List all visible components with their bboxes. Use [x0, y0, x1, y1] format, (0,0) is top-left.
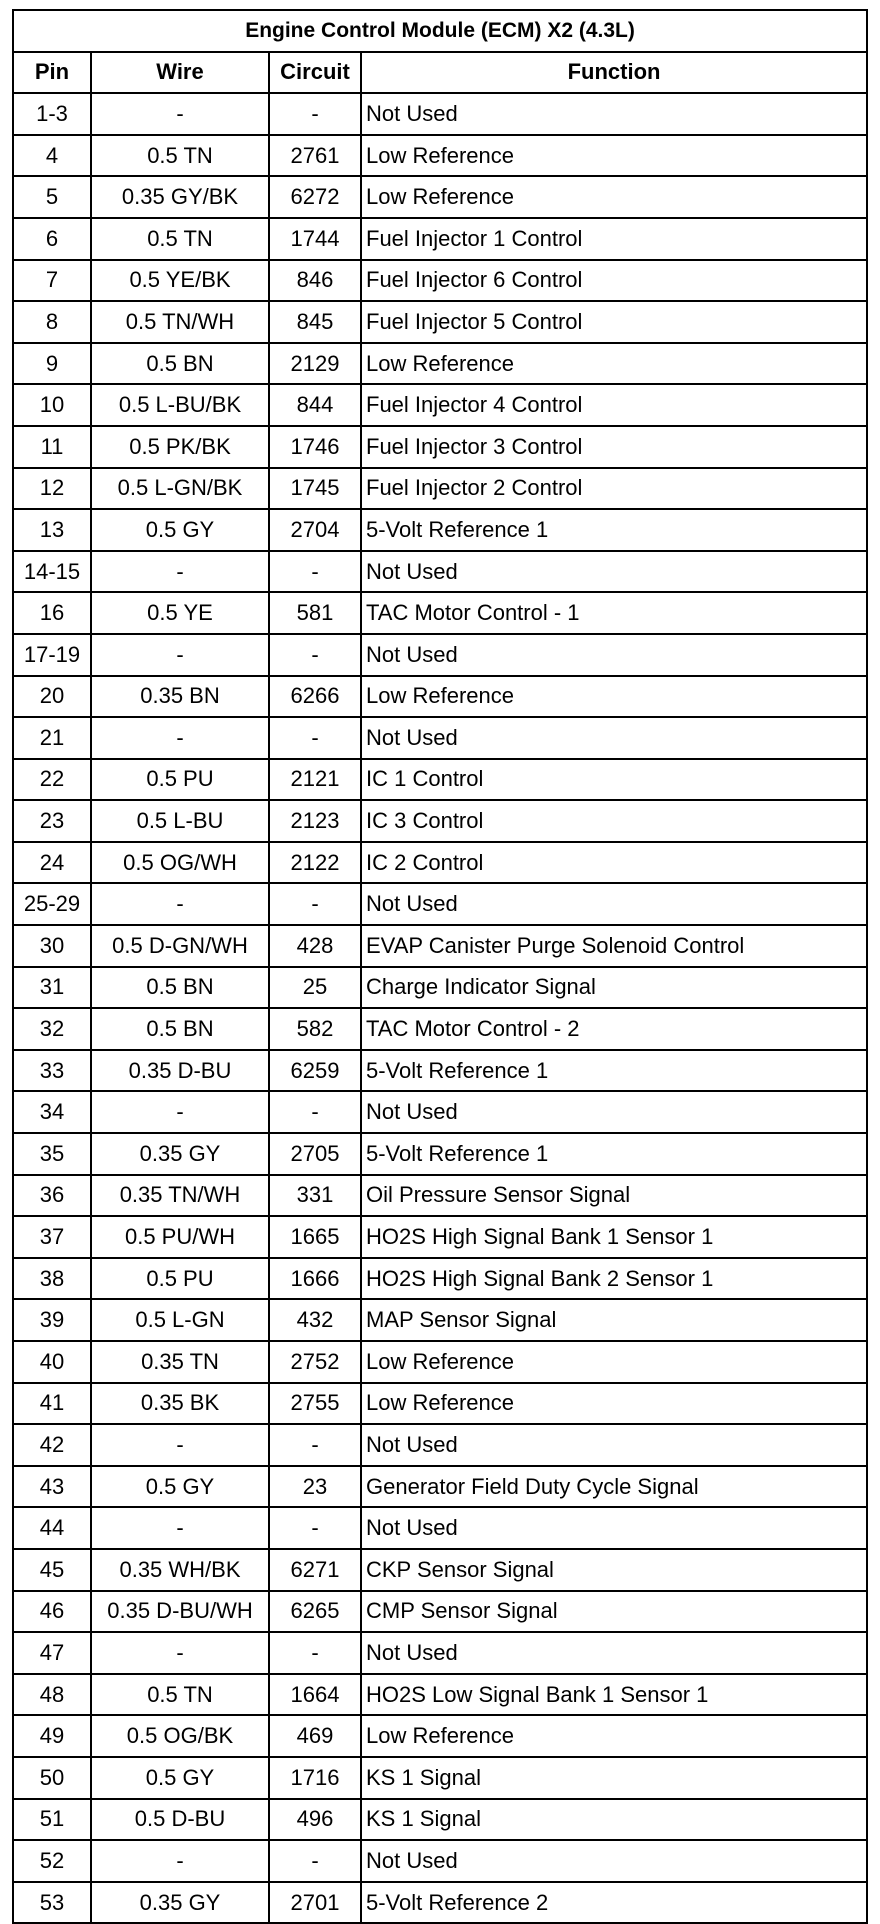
connector-table-wrapper [12, 9, 868, 1924]
table-row [13, 1632, 867, 1674]
circuit-cell: - [269, 1507, 361, 1549]
function-cell: HO2S High Signal Bank 1 Sensor 1 [361, 1216, 867, 1258]
circuit-cell: 1744 [269, 218, 361, 260]
pin-cell: 4 [13, 135, 91, 177]
table-row [13, 883, 867, 925]
function-cell: Oil Pressure Sensor Signal [361, 1175, 867, 1217]
header-circuit: Circuit [269, 52, 361, 94]
pin-cell: 53 [13, 1882, 91, 1924]
table-row [13, 1715, 867, 1757]
function-cell: TAC Motor Control - 2 [361, 1008, 867, 1050]
wire-cell: 0.5 PU/WH [91, 1216, 269, 1258]
circuit-cell: 582 [269, 1008, 361, 1050]
circuit-cell: 2755 [269, 1383, 361, 1425]
wire-cell: 0.5 TN [91, 1674, 269, 1716]
circuit-cell: 331 [269, 1175, 361, 1217]
function-cell: IC 3 Control [361, 800, 867, 842]
pin-cell: 17-19 [13, 634, 91, 676]
circuit-cell: 581 [269, 592, 361, 634]
wire-cell: 0.5 D-GN/WH [91, 925, 269, 967]
pin-cell: 31 [13, 967, 91, 1009]
circuit-cell: 2121 [269, 759, 361, 801]
function-cell: KS 1 Signal [361, 1799, 867, 1841]
pin-cell: 52 [13, 1840, 91, 1882]
circuit-cell: 496 [269, 1799, 361, 1841]
table-row [13, 135, 867, 177]
table-row [13, 1882, 867, 1924]
table-row [13, 925, 867, 967]
table-row [13, 384, 867, 426]
table-title: Engine Control Module (ECM) X2 (4.3L) [13, 10, 867, 52]
pin-cell: 39 [13, 1299, 91, 1341]
table-header-row [13, 52, 867, 94]
table-row [13, 1674, 867, 1716]
table-row [13, 759, 867, 801]
table-row [13, 842, 867, 884]
table-title-row [13, 10, 867, 52]
pin-cell: 49 [13, 1715, 91, 1757]
table-row [13, 592, 867, 634]
pin-cell: 38 [13, 1258, 91, 1300]
table-row [13, 218, 867, 260]
pin-cell: 5 [13, 176, 91, 218]
circuit-cell: 25 [269, 967, 361, 1009]
pin-cell: 51 [13, 1799, 91, 1841]
wire-cell: 0.5 YE [91, 592, 269, 634]
connector-pinout-table [12, 9, 868, 1924]
pin-cell: 46 [13, 1591, 91, 1633]
pin-cell: 43 [13, 1466, 91, 1508]
wire-cell: 0.35 TN [91, 1341, 269, 1383]
wire-cell: - [91, 1091, 269, 1133]
circuit-cell: - [269, 93, 361, 135]
table-row [13, 93, 867, 135]
function-cell: Low Reference [361, 1383, 867, 1425]
circuit-cell: 845 [269, 301, 361, 343]
pin-cell: 30 [13, 925, 91, 967]
wire-cell: 0.35 WH/BK [91, 1549, 269, 1591]
circuit-cell: 23 [269, 1466, 361, 1508]
function-cell: Not Used [361, 551, 867, 593]
circuit-cell: 2704 [269, 509, 361, 551]
header-pin: Pin [13, 52, 91, 94]
wire-cell: - [91, 717, 269, 759]
circuit-cell: 6271 [269, 1549, 361, 1591]
wire-cell: 0.5 PK/BK [91, 426, 269, 468]
table-row [13, 1466, 867, 1508]
function-cell: Low Reference [361, 176, 867, 218]
pin-cell: 44 [13, 1507, 91, 1549]
wire-cell: 0.5 GY [91, 509, 269, 551]
circuit-cell: 2752 [269, 1341, 361, 1383]
pin-cell: 23 [13, 800, 91, 842]
function-cell: Generator Field Duty Cycle Signal [361, 1466, 867, 1508]
pin-cell: 7 [13, 260, 91, 302]
circuit-cell: 6266 [269, 676, 361, 718]
circuit-cell: 2123 [269, 800, 361, 842]
table-row [13, 1008, 867, 1050]
pin-cell: 13 [13, 509, 91, 551]
wire-cell: - [91, 634, 269, 676]
wire-cell: 0.5 L-BU/BK [91, 384, 269, 426]
table-row [13, 1341, 867, 1383]
pin-cell: 42 [13, 1424, 91, 1466]
table-row [13, 1216, 867, 1258]
wire-cell: 0.5 YE/BK [91, 260, 269, 302]
wire-cell: 0.5 GY [91, 1757, 269, 1799]
wire-cell: 0.5 OG/WH [91, 842, 269, 884]
pin-cell: 24 [13, 842, 91, 884]
wire-cell: 0.35 GY [91, 1133, 269, 1175]
circuit-cell: 1665 [269, 1216, 361, 1258]
table-row [13, 634, 867, 676]
table-row [13, 1549, 867, 1591]
wire-cell: 0.35 GY/BK [91, 176, 269, 218]
wire-cell: 0.5 PU [91, 1258, 269, 1300]
pin-cell: 35 [13, 1133, 91, 1175]
function-cell: CMP Sensor Signal [361, 1591, 867, 1633]
circuit-cell: 846 [269, 260, 361, 302]
circuit-cell: 1666 [269, 1258, 361, 1300]
table-row [13, 426, 867, 468]
wire-cell: 0.5 TN [91, 135, 269, 177]
wire-cell: 0.5 BN [91, 1008, 269, 1050]
pin-cell: 36 [13, 1175, 91, 1217]
function-cell: 5-Volt Reference 1 [361, 1050, 867, 1092]
function-cell: IC 1 Control [361, 759, 867, 801]
function-cell: EVAP Canister Purge Solenoid Control [361, 925, 867, 967]
table-row [13, 1591, 867, 1633]
pin-cell: 40 [13, 1341, 91, 1383]
pin-cell: 1-3 [13, 93, 91, 135]
circuit-cell: - [269, 883, 361, 925]
function-cell: Low Reference [361, 676, 867, 718]
table-row [13, 1133, 867, 1175]
table-row [13, 717, 867, 759]
pin-cell: 32 [13, 1008, 91, 1050]
function-cell: HO2S Low Signal Bank 1 Sensor 1 [361, 1674, 867, 1716]
wire-cell: 0.5 D-BU [91, 1799, 269, 1841]
wire-cell: - [91, 1632, 269, 1674]
circuit-cell: - [269, 1840, 361, 1882]
circuit-cell: 2129 [269, 343, 361, 385]
circuit-cell: 2761 [269, 135, 361, 177]
wire-cell: - [91, 1424, 269, 1466]
function-cell: Not Used [361, 1507, 867, 1549]
wire-cell: - [91, 1840, 269, 1882]
pin-cell: 34 [13, 1091, 91, 1133]
circuit-cell: 469 [269, 1715, 361, 1757]
function-cell: Not Used [361, 1840, 867, 1882]
wire-cell: 0.35 GY [91, 1882, 269, 1924]
pin-cell: 45 [13, 1549, 91, 1591]
wire-cell: 0.5 TN [91, 218, 269, 260]
pin-cell: 9 [13, 343, 91, 385]
circuit-cell: - [269, 1632, 361, 1674]
pin-cell: 12 [13, 468, 91, 510]
circuit-cell: - [269, 1424, 361, 1466]
header-wire: Wire [91, 52, 269, 94]
table-row [13, 551, 867, 593]
circuit-cell: 1745 [269, 468, 361, 510]
pin-cell: 22 [13, 759, 91, 801]
pin-cell: 8 [13, 301, 91, 343]
function-cell: Not Used [361, 93, 867, 135]
pin-cell: 6 [13, 218, 91, 260]
circuit-cell: 1664 [269, 1674, 361, 1716]
table-row [13, 1091, 867, 1133]
circuit-cell: 1716 [269, 1757, 361, 1799]
pin-cell: 16 [13, 592, 91, 634]
wire-cell: 0.5 TN/WH [91, 301, 269, 343]
circuit-cell: 2122 [269, 842, 361, 884]
table-row [13, 967, 867, 1009]
circuit-cell: 432 [269, 1299, 361, 1341]
pin-cell: 20 [13, 676, 91, 718]
wire-cell: - [91, 551, 269, 593]
table-row [13, 1757, 867, 1799]
wire-cell: 0.35 D-BU [91, 1050, 269, 1092]
circuit-cell: - [269, 717, 361, 759]
function-cell: Low Reference [361, 1341, 867, 1383]
function-cell: Low Reference [361, 135, 867, 177]
table-row [13, 1299, 867, 1341]
table-row [13, 1799, 867, 1841]
wire-cell: - [91, 1507, 269, 1549]
pin-cell: 48 [13, 1674, 91, 1716]
function-cell: Not Used [361, 717, 867, 759]
table-row [13, 1424, 867, 1466]
wire-cell: 0.5 L-GN/BK [91, 468, 269, 510]
function-cell: MAP Sensor Signal [361, 1299, 867, 1341]
function-cell: KS 1 Signal [361, 1757, 867, 1799]
circuit-cell: 6259 [269, 1050, 361, 1092]
circuit-cell: 6272 [269, 176, 361, 218]
function-cell: Fuel Injector 6 Control [361, 260, 867, 302]
wire-cell: 0.35 TN/WH [91, 1175, 269, 1217]
wire-cell: 0.5 PU [91, 759, 269, 801]
table-row [13, 343, 867, 385]
pin-cell: 47 [13, 1632, 91, 1674]
function-cell: HO2S High Signal Bank 2 Sensor 1 [361, 1258, 867, 1300]
header-function: Function [361, 52, 867, 94]
function-cell: Low Reference [361, 1715, 867, 1757]
table-row [13, 301, 867, 343]
table-row [13, 800, 867, 842]
circuit-cell: 6265 [269, 1591, 361, 1633]
pin-cell: 50 [13, 1757, 91, 1799]
function-cell: 5-Volt Reference 1 [361, 1133, 867, 1175]
function-cell: Not Used [361, 1091, 867, 1133]
wire-cell: 0.35 D-BU/WH [91, 1591, 269, 1633]
function-cell: Not Used [361, 883, 867, 925]
pin-cell: 25-29 [13, 883, 91, 925]
table-row [13, 1840, 867, 1882]
circuit-cell: 844 [269, 384, 361, 426]
function-cell: Fuel Injector 2 Control [361, 468, 867, 510]
wire-cell: - [91, 883, 269, 925]
table-row [13, 1050, 867, 1092]
wire-cell: 0.5 BN [91, 967, 269, 1009]
function-cell: 5-Volt Reference 2 [361, 1882, 867, 1924]
function-cell: 5-Volt Reference 1 [361, 509, 867, 551]
pin-cell: 41 [13, 1383, 91, 1425]
circuit-cell: - [269, 551, 361, 593]
function-cell: Charge Indicator Signal [361, 967, 867, 1009]
table-row [13, 176, 867, 218]
circuit-cell: - [269, 634, 361, 676]
function-cell: Not Used [361, 634, 867, 676]
pin-cell: 21 [13, 717, 91, 759]
function-cell: IC 2 Control [361, 842, 867, 884]
wire-cell: 0.5 L-GN [91, 1299, 269, 1341]
circuit-cell: 428 [269, 925, 361, 967]
pin-cell: 33 [13, 1050, 91, 1092]
circuit-cell: 2705 [269, 1133, 361, 1175]
function-cell: CKP Sensor Signal [361, 1549, 867, 1591]
table-row [13, 1383, 867, 1425]
pin-cell: 10 [13, 384, 91, 426]
function-cell: Fuel Injector 4 Control [361, 384, 867, 426]
function-cell: Fuel Injector 3 Control [361, 426, 867, 468]
pin-cell: 14-15 [13, 551, 91, 593]
circuit-cell: 1746 [269, 426, 361, 468]
table-row [13, 1258, 867, 1300]
wire-cell: 0.5 L-BU [91, 800, 269, 842]
circuit-cell: - [269, 1091, 361, 1133]
function-cell: Low Reference [361, 343, 867, 385]
table-row [13, 260, 867, 302]
wire-cell: 0.35 BK [91, 1383, 269, 1425]
table-row [13, 1507, 867, 1549]
function-cell: Not Used [361, 1424, 867, 1466]
table-row [13, 676, 867, 718]
circuit-cell: 2701 [269, 1882, 361, 1924]
wire-cell: 0.5 BN [91, 343, 269, 385]
table-row [13, 1175, 867, 1217]
pin-cell: 11 [13, 426, 91, 468]
wire-cell: 0.5 OG/BK [91, 1715, 269, 1757]
function-cell: Fuel Injector 1 Control [361, 218, 867, 260]
wire-cell: 0.35 BN [91, 676, 269, 718]
table-row [13, 468, 867, 510]
table-row [13, 509, 867, 551]
pin-cell: 37 [13, 1216, 91, 1258]
wire-cell: 0.5 GY [91, 1466, 269, 1508]
function-cell: TAC Motor Control - 1 [361, 592, 867, 634]
wire-cell: - [91, 93, 269, 135]
function-cell: Fuel Injector 5 Control [361, 301, 867, 343]
table-body [13, 93, 867, 1923]
function-cell: Not Used [361, 1632, 867, 1674]
